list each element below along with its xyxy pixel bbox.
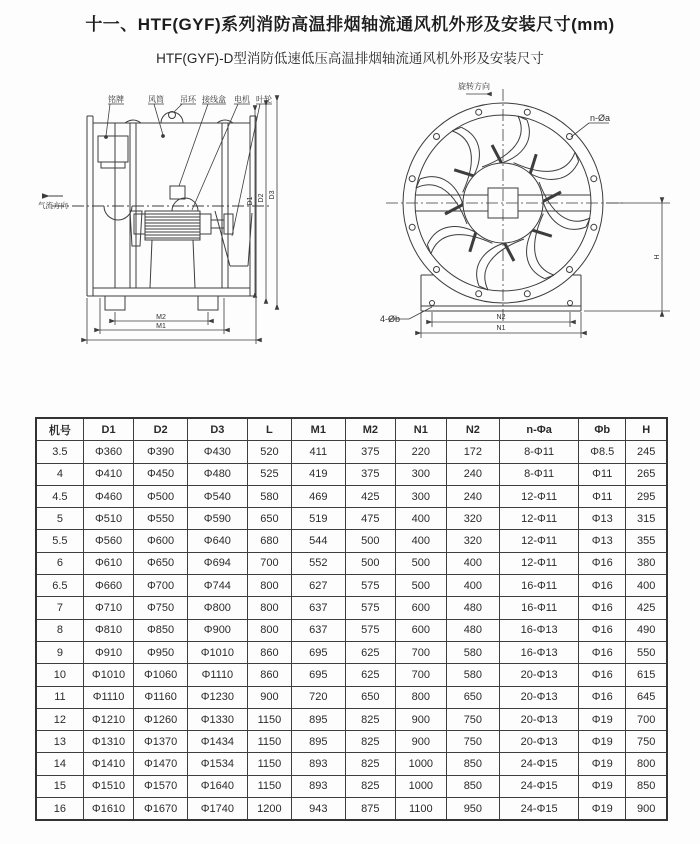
table-cell: 400 — [446, 552, 500, 574]
table-cell: 700 — [626, 708, 667, 730]
column-header: 机号 — [36, 418, 83, 441]
table-cell: 425 — [345, 485, 395, 507]
table-cell: 650 — [345, 686, 395, 708]
table-cell: Φ16 — [579, 686, 626, 708]
column-header: n-Φa — [500, 418, 579, 441]
table-cell: 240 — [446, 463, 500, 485]
table-cell: 895 — [292, 708, 346, 730]
table-cell: Φ660 — [83, 575, 133, 597]
column-header: N2 — [446, 418, 500, 441]
table-cell: 825 — [345, 753, 395, 775]
table-cell: 24-Φ15 — [500, 775, 579, 797]
table-cell: 600 — [396, 619, 446, 641]
table-cell: 295 — [626, 485, 667, 507]
table-cell: 900 — [396, 708, 446, 730]
table-cell: Φ710 — [83, 597, 133, 619]
table-cell: 320 — [446, 508, 500, 530]
model-cell: 6 — [36, 552, 83, 574]
table-cell: 627 — [292, 575, 346, 597]
table-cell: Φ700 — [134, 575, 188, 597]
leader-dot — [162, 135, 165, 138]
junction-box — [170, 186, 185, 199]
table-cell: 850 — [626, 775, 667, 797]
label-motor: 电机 — [234, 95, 250, 104]
table-cell: 825 — [345, 731, 395, 753]
table-cell: Φ810 — [83, 619, 133, 641]
table-cell: Φ16 — [579, 664, 626, 686]
table-cell: Φ1740 — [187, 798, 247, 821]
table-row — [36, 619, 667, 641]
base-pedestal — [421, 275, 581, 311]
table-cell: 16-Φ13 — [500, 641, 579, 663]
table-cell: Φ1060 — [134, 664, 188, 686]
table-cell: 500 — [345, 552, 395, 574]
dim-d1: D1 — [247, 196, 254, 206]
table-cell: Φ560 — [83, 530, 133, 552]
table-cell: Φ19 — [579, 775, 626, 797]
table-cell: 893 — [292, 753, 346, 775]
table-cell: 750 — [446, 731, 500, 753]
table-cell: 637 — [292, 619, 346, 641]
table-cell: 943 — [292, 798, 346, 821]
table-cell: 700 — [396, 664, 446, 686]
table-cell: 300 — [396, 485, 446, 507]
table-cell: Φ390 — [134, 441, 188, 463]
model-cell: 4 — [36, 463, 83, 485]
table-cell: Φ1534 — [187, 753, 247, 775]
label-rotation-direction: 旋转方向 — [458, 82, 490, 91]
column-header: D2 — [134, 418, 188, 441]
table-cell: 800 — [247, 619, 291, 641]
table-cell: 425 — [626, 597, 667, 619]
table-cell: 24-Φ15 — [500, 798, 579, 821]
table-cell: Φ450 — [134, 463, 188, 485]
column-header: Φb — [579, 418, 626, 441]
model-cell: 4.5 — [36, 485, 83, 507]
table-cell: 469 — [292, 485, 346, 507]
model-cell: 3.5 — [36, 441, 83, 463]
table-cell: Φ480 — [187, 463, 247, 485]
label-lifting-ring: 吊环 — [180, 95, 196, 104]
dim-m2: M2 — [156, 314, 166, 321]
table-cell: Φ610 — [83, 552, 133, 574]
model-cell: 5 — [36, 508, 83, 530]
table-cell: 550 — [626, 641, 667, 663]
table-cell: 575 — [345, 575, 395, 597]
table-row — [36, 686, 667, 708]
table-row — [36, 552, 667, 574]
table-cell: 240 — [446, 485, 500, 507]
table-cell: 580 — [247, 485, 291, 507]
label-airflow-direction: 气流方向 — [38, 201, 68, 210]
table-row — [36, 753, 667, 775]
table-cell: Φ850 — [134, 619, 188, 641]
table-cell: Φ1010 — [83, 664, 133, 686]
label-foot-bolt: 4-Øb — [380, 314, 401, 324]
table-cell: 400 — [446, 575, 500, 597]
table-cell: 380 — [626, 552, 667, 574]
table-cell: Φ1510 — [83, 775, 133, 797]
table-cell: Φ744 — [187, 575, 247, 597]
table-cell: 1150 — [247, 753, 291, 775]
front-view-drawing — [378, 75, 698, 355]
table-cell: Φ500 — [134, 485, 188, 507]
table-cell: Φ430 — [187, 441, 247, 463]
model-cell: 7 — [36, 597, 83, 619]
table-row — [36, 798, 667, 821]
table-cell: 552 — [292, 552, 346, 574]
table-cell: 600 — [396, 597, 446, 619]
table-cell: 720 — [292, 686, 346, 708]
table-cell: 695 — [292, 664, 346, 686]
table-cell: 1150 — [247, 708, 291, 730]
table-cell: Φ19 — [579, 731, 626, 753]
table-cell: 220 — [396, 441, 446, 463]
table-row — [36, 708, 667, 730]
table-cell: 400 — [396, 530, 446, 552]
table-cell: Φ550 — [134, 508, 188, 530]
table-cell: Φ1230 — [187, 686, 247, 708]
table-cell: 750 — [626, 731, 667, 753]
label-junction-box: 接线盒 — [202, 95, 226, 104]
table-row — [36, 575, 667, 597]
table-cell: Φ1670 — [134, 798, 188, 821]
table-cell: 1000 — [396, 775, 446, 797]
table-cell: 475 — [345, 508, 395, 530]
table-cell: Φ1210 — [83, 708, 133, 730]
table-cell: Φ13 — [579, 508, 626, 530]
table-cell: 900 — [626, 798, 667, 821]
dimensions-table — [35, 417, 668, 821]
table-cell: 850 — [446, 753, 500, 775]
table-cell: Φ1160 — [134, 686, 188, 708]
table-cell: 20-Φ13 — [500, 686, 579, 708]
table-cell: 825 — [345, 775, 395, 797]
table-cell: 315 — [626, 508, 667, 530]
table-row — [36, 463, 667, 485]
table-cell: Φ1110 — [83, 686, 133, 708]
table-cell: Φ750 — [134, 597, 188, 619]
table-cell: 490 — [626, 619, 667, 641]
bottom-dimensions — [87, 298, 256, 344]
page-subtitle: HTF(GYF)-D型消防低速低压高温排烟轴流通风机外形及安装尺寸 — [156, 51, 544, 66]
table-cell: Φ16 — [579, 641, 626, 663]
table-cell: 900 — [396, 731, 446, 753]
table-cell: Φ650 — [134, 552, 188, 574]
table-row — [36, 664, 667, 686]
table-cell: 24-Φ15 — [500, 753, 579, 775]
table-cell: 700 — [396, 641, 446, 663]
table-cell: 500 — [396, 575, 446, 597]
table-cell: 500 — [396, 552, 446, 574]
table-row — [36, 775, 667, 797]
table-cell: 544 — [292, 530, 346, 552]
label-duct: 风筒 — [148, 95, 164, 104]
table-cell: 8-Φ11 — [500, 441, 579, 463]
table-cell: Φ19 — [579, 708, 626, 730]
table-cell: 172 — [446, 441, 500, 463]
table-cell: Φ510 — [83, 508, 133, 530]
table-row — [36, 530, 667, 552]
table-cell: 400 — [396, 508, 446, 530]
column-header: H — [626, 418, 667, 441]
table-cell: 12-Φ11 — [500, 530, 579, 552]
fan-casing — [93, 120, 250, 288]
model-cell: 15 — [36, 775, 83, 797]
table-row — [36, 441, 667, 463]
table-cell: 320 — [446, 530, 500, 552]
table-cell: 12-Φ11 — [500, 485, 579, 507]
table-cell: Φ950 — [134, 641, 188, 663]
table-cell: 1150 — [247, 731, 291, 753]
column-header: L — [247, 418, 291, 441]
model-cell: 8 — [36, 619, 83, 641]
table-cell: Φ19 — [579, 753, 626, 775]
lifting-ring — [161, 112, 183, 124]
table-cell: Φ1434 — [187, 731, 247, 753]
table-cell: Φ540 — [187, 485, 247, 507]
model-cell: 13 — [36, 731, 83, 753]
table-cell: Φ410 — [83, 463, 133, 485]
table-cell: Φ1310 — [83, 731, 133, 753]
dim-m1: M1 — [156, 323, 166, 330]
table-cell: 519 — [292, 508, 346, 530]
table-cell: 1000 — [396, 753, 446, 775]
table-cell: 625 — [345, 641, 395, 663]
table-cell: Φ16 — [579, 552, 626, 574]
table-cell: Φ19 — [579, 798, 626, 821]
table-cell: Φ11 — [579, 463, 626, 485]
nameplate — [98, 136, 128, 168]
inlet-bell — [104, 206, 132, 220]
table-cell: Φ910 — [83, 641, 133, 663]
table-cell: Φ1010 — [187, 641, 247, 663]
model-cell: 11 — [36, 686, 83, 708]
table-cell: 800 — [247, 597, 291, 619]
table-cell: Φ13 — [579, 530, 626, 552]
table-cell: 700 — [247, 552, 291, 574]
table-cell: 20-Φ13 — [500, 664, 579, 686]
table-cell: 20-Φ13 — [500, 731, 579, 753]
motor — [134, 211, 233, 240]
model-cell: 14 — [36, 753, 83, 775]
table-cell: 245 — [626, 441, 667, 463]
model-cell: 16 — [36, 798, 83, 821]
table-row — [36, 485, 667, 507]
table-cell: 950 — [446, 798, 500, 821]
table-cell: 480 — [446, 597, 500, 619]
table-cell: Φ360 — [83, 441, 133, 463]
table-cell: 575 — [345, 619, 395, 641]
dim-n2: N2 — [496, 314, 506, 321]
table-cell: 16-Φ11 — [500, 575, 579, 597]
page-title: 十一、HTF(GYF)系列消防高温排烟轴流通风机外形及安装尺寸(mm) — [85, 15, 615, 34]
table-cell: 400 — [626, 575, 667, 597]
table-cell: 1150 — [247, 775, 291, 797]
table-cell: Φ1370 — [134, 731, 188, 753]
table-cell: Φ16 — [579, 575, 626, 597]
table-cell: 12-Φ11 — [500, 552, 579, 574]
table-cell: Φ16 — [579, 619, 626, 641]
table-cell: 900 — [247, 686, 291, 708]
table-cell: 875 — [345, 798, 395, 821]
column-header: D3 — [187, 418, 247, 441]
dim-d3: D3 — [269, 190, 276, 200]
table-cell: 520 — [247, 441, 291, 463]
table-cell: 750 — [446, 708, 500, 730]
leader-lines — [106, 104, 272, 236]
model-cell: 6.5 — [36, 575, 83, 597]
table-cell: Φ1610 — [83, 798, 133, 821]
table-cell: 480 — [446, 619, 500, 641]
table-cell: 16-Φ13 — [500, 619, 579, 641]
column-header: D1 — [83, 418, 133, 441]
label-nameplate: 铭牌 — [108, 95, 124, 104]
table-cell: Φ460 — [83, 485, 133, 507]
model-cell: 9 — [36, 641, 83, 663]
dim-d2: D2 — [258, 193, 265, 203]
label-impeller: 叶轮 — [256, 95, 272, 104]
table-cell: 300 — [396, 463, 446, 485]
table-cell: Φ800 — [187, 597, 247, 619]
table-cell: Φ1640 — [187, 775, 247, 797]
table-cell: 355 — [626, 530, 667, 552]
table-cell: 650 — [446, 686, 500, 708]
table-cell: 860 — [247, 641, 291, 663]
table-body — [36, 441, 667, 821]
table-cell: Φ600 — [134, 530, 188, 552]
table-cell: 580 — [446, 641, 500, 663]
table-cell: 8-Φ11 — [500, 463, 579, 485]
side-view-drawing — [30, 86, 340, 361]
model-cell: 12 — [36, 708, 83, 730]
table-cell: 575 — [345, 597, 395, 619]
table-cell: Φ900 — [187, 619, 247, 641]
table-cell: Φ1260 — [134, 708, 188, 730]
table-row — [36, 731, 667, 753]
table-cell: Φ1570 — [134, 775, 188, 797]
table-cell: 860 — [247, 664, 291, 686]
model-cell: 10 — [36, 664, 83, 686]
dim-n1: N1 — [496, 325, 506, 332]
table-cell: Φ16 — [579, 597, 626, 619]
table-cell: 411 — [292, 441, 346, 463]
table-cell: 615 — [626, 664, 667, 686]
table-cell: 20-Φ13 — [500, 708, 579, 730]
table-cell: Φ1410 — [83, 753, 133, 775]
table-cell: 825 — [345, 708, 395, 730]
table-cell: 580 — [446, 664, 500, 686]
table-cell: Φ11 — [579, 485, 626, 507]
table-cell: Φ1470 — [134, 753, 188, 775]
table-cell: Φ1330 — [187, 708, 247, 730]
dim-h: H — [654, 254, 661, 260]
table-cell: 800 — [396, 686, 446, 708]
table-cell: 800 — [626, 753, 667, 775]
table-row — [36, 508, 667, 530]
table-header-row — [36, 418, 667, 441]
table-cell: Φ694 — [187, 552, 247, 574]
table-cell: Φ590 — [187, 508, 247, 530]
table-cell: 375 — [345, 463, 395, 485]
table-cell: 850 — [446, 775, 500, 797]
table-row — [36, 641, 667, 663]
table-cell: 265 — [626, 463, 667, 485]
table-cell: Φ1110 — [187, 664, 247, 686]
model-cell: 5.5 — [36, 530, 83, 552]
column-header: M1 — [292, 418, 346, 441]
table-cell: 625 — [345, 664, 395, 686]
table-cell: 895 — [292, 731, 346, 753]
column-header: N1 — [396, 418, 446, 441]
table-cell: 650 — [247, 508, 291, 530]
table-cell: 645 — [626, 686, 667, 708]
base-feet — [87, 288, 256, 310]
table-cell: 695 — [292, 641, 346, 663]
table-cell: 375 — [345, 441, 395, 463]
table-cell: 1200 — [247, 798, 291, 821]
label-bolt-pattern: n-Øa — [590, 113, 611, 123]
column-header: M2 — [345, 418, 395, 441]
table-cell: 16-Φ11 — [500, 597, 579, 619]
table-cell: 1100 — [396, 798, 446, 821]
leader-dot — [105, 136, 108, 139]
table-cell: 637 — [292, 597, 346, 619]
table-row — [36, 597, 667, 619]
table-cell: 800 — [247, 575, 291, 597]
table-cell: 12-Φ11 — [500, 508, 579, 530]
table-cell: 419 — [292, 463, 346, 485]
table-cell: 525 — [247, 463, 291, 485]
table-cell: 500 — [345, 530, 395, 552]
table-cell: Φ640 — [187, 530, 247, 552]
table-cell: Φ8.5 — [579, 441, 626, 463]
table-cell: 680 — [247, 530, 291, 552]
table-cell: 893 — [292, 775, 346, 797]
